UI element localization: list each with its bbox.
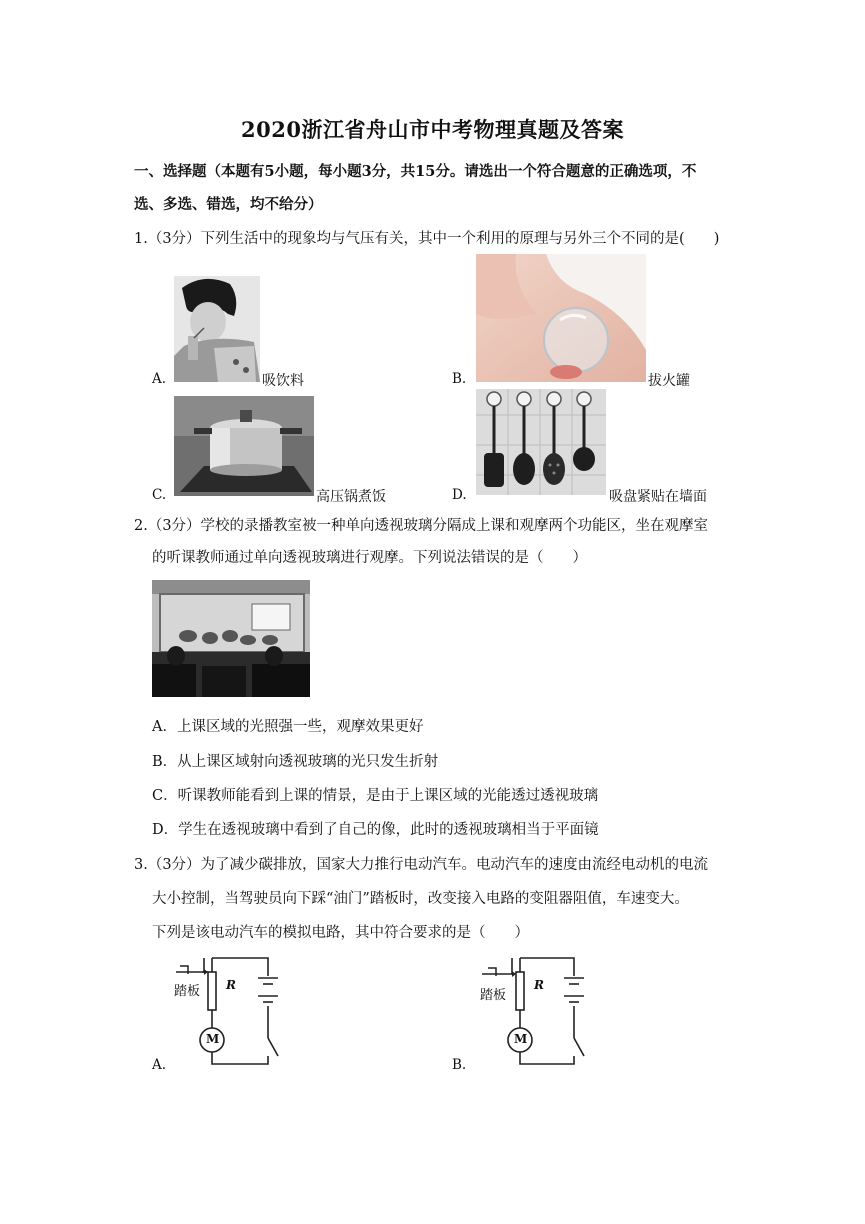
q3-b-pedal-label: 踏板 [480, 988, 507, 1003]
q1-option-a-letter: A. [152, 371, 167, 387]
q1-option-b-caption: 拔火罐 [648, 373, 690, 389]
q1-option-b-image [476, 254, 646, 382]
q3-option-a-letter: A. [152, 1057, 167, 1073]
q2-stem-line2: 的听课教师通过单向透视玻璃进行观摩。下列说法错误的是（ ） [152, 550, 587, 566]
q2-stem-line1: 2.（3分）学校的录播教室被一种单向透视玻璃分隔成上课和观摩两个功能区，坐在观摩室 [134, 518, 709, 534]
q1-stem: 1.（3分）下列生活中的现象均与气压有关，其中一个利用的原理与另外三个不同的是( ) [134, 231, 720, 247]
q3-a-motor-label: M [206, 1032, 220, 1046]
q3-a-resistor-label: R [226, 978, 236, 992]
q3-b-motor-label: M [514, 1032, 528, 1046]
q2-option-c: C．听课教师能看到上课的情景，是由于上课区域的光能透过透视玻璃 [152, 788, 599, 804]
q1-option-c-letter: C. [152, 487, 167, 503]
q2-option-d: D．学生在透视玻璃中看到了自己的像，此时的透视玻璃相当于平面镜 [152, 822, 599, 838]
q1-option-a-image [174, 276, 260, 382]
q3-stem-line2: 大小控制，当驾驶员向下踩“油门”踏板时，改变接入电路的变阻器阻值，车速变大。 [152, 891, 689, 907]
section-heading-line2: 选、多选、错选，均不给分） [134, 196, 323, 213]
q1-option-d-image [476, 389, 606, 495]
q1-option-d-caption: 吸盘紧贴在墙面 [609, 489, 707, 505]
q1-option-c-caption: 高压锅煮饭 [316, 489, 386, 505]
q1-option-c-image [174, 396, 314, 496]
page-title: 2020浙江省舟山市中考物理真题及答案 [241, 117, 624, 142]
q2-option-a: A．上课区域的光照强一些，观摩效果更好 [152, 719, 424, 735]
q3-stem-line1: 3.（3分）为了减少碳排放，国家大力推行电动汽车。电动汽车的速度由流经电动机的电流 [134, 857, 709, 873]
q3-circuit-a [168, 952, 288, 1072]
section-heading-line1: 一、选择题（本题有5小题，每小题3分，共15分。请选出一个符合题意的正确选项，不 [134, 163, 697, 180]
q1-option-a-caption: 吸饮料 [262, 373, 304, 389]
q3-b-resistor-label: R [534, 978, 544, 992]
q1-option-b-letter: B. [452, 371, 467, 387]
q3-option-b-letter: B. [452, 1057, 467, 1073]
q3-circuit-b [474, 952, 594, 1072]
q1-option-d-letter: D. [452, 487, 467, 503]
q3-stem-line3: 下列是该电动汽车的模拟电路，其中符合要求的是（ ） [152, 925, 529, 941]
q2-classroom-image [152, 580, 310, 697]
q3-a-pedal-label: 踏板 [174, 984, 201, 999]
q2-option-b: B．从上课区域射向透视玻璃的光只发生折射 [152, 754, 439, 770]
